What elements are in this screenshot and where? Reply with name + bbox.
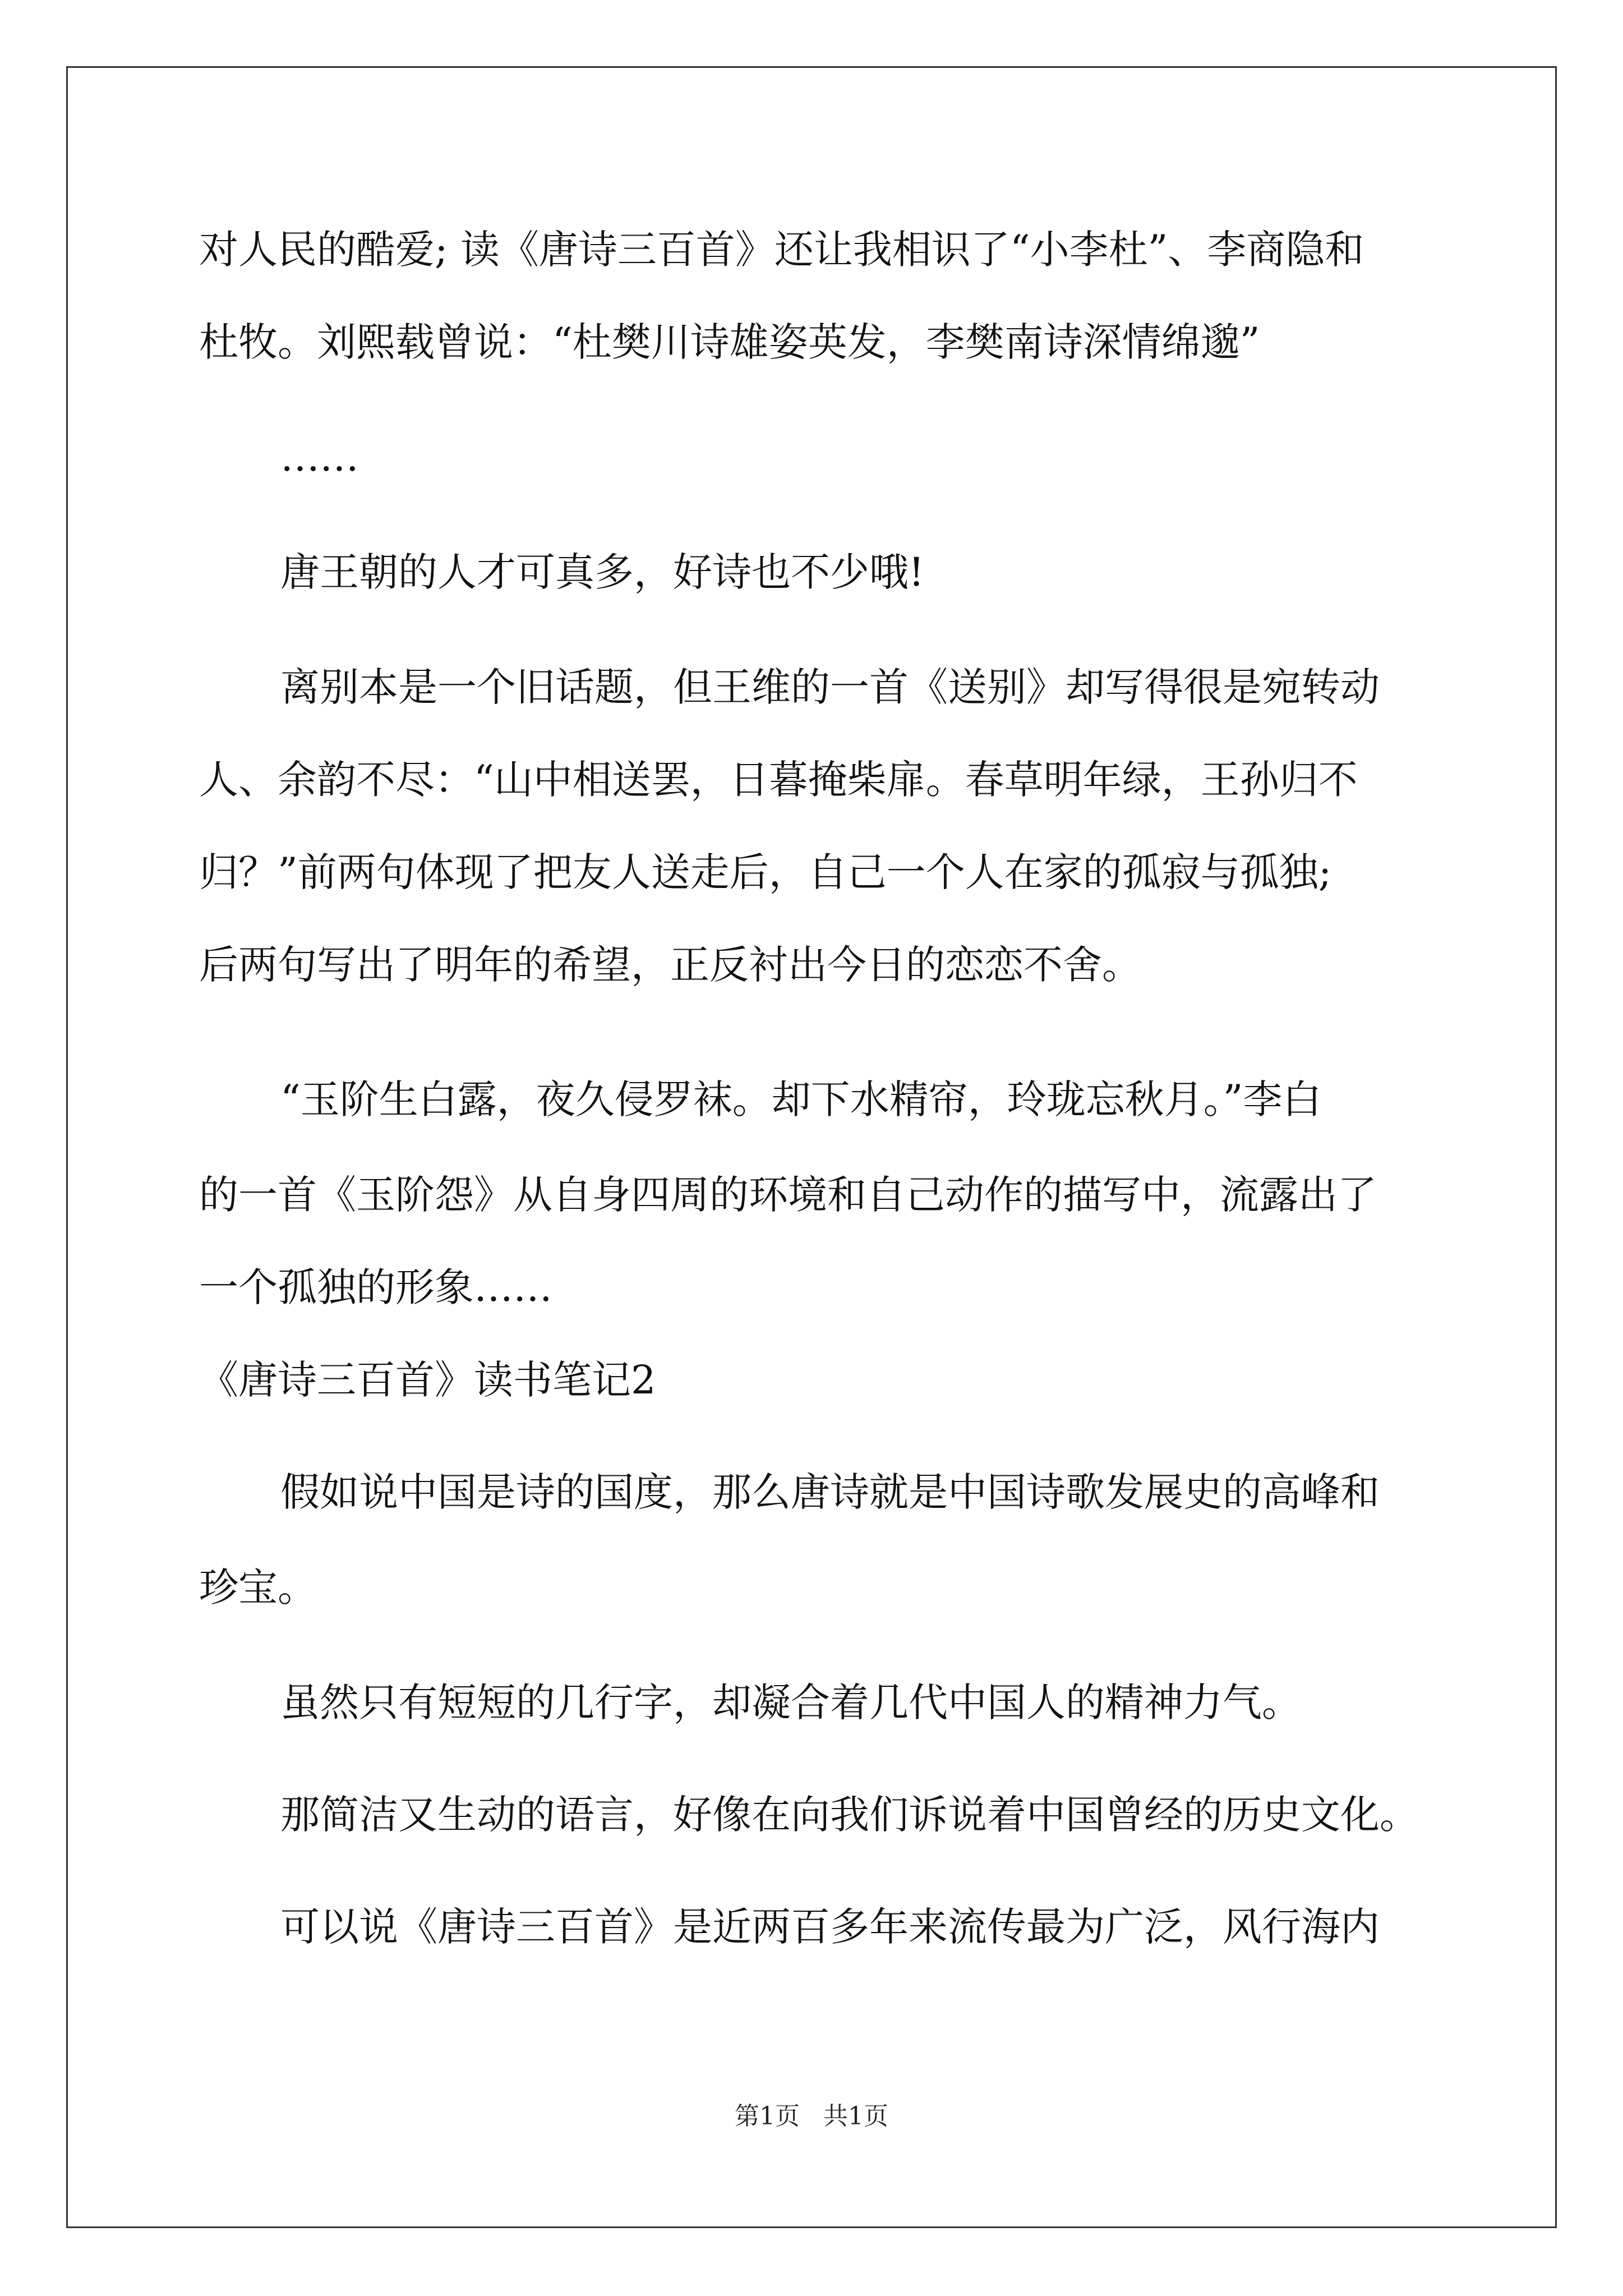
paragraph-line: 杜牧。刘熙载曾说：“杜樊川诗雄姿英发，李樊南诗深情绵邈” xyxy=(199,319,1260,365)
paragraph-line: 一个孤独的形象…… xyxy=(199,1264,552,1310)
paragraph-line: 虽然只有短短的几行字，却凝合着几代中国人的精神力气。 xyxy=(280,1680,1301,1726)
paragraph-line: 离别本是一个旧话题，但王维的一首《送别》却写得很是宛转动 xyxy=(280,664,1380,710)
document-body xyxy=(199,0,1433,2076)
paragraph-line: 归？”前两句体现了把友人送走后，自己一个人在家的孤寂与孤独; xyxy=(199,849,1332,895)
paragraph-line: 对人民的酷爱; 读《唐诗三百首》还让我相识了“小李杜”、李商隐和 xyxy=(199,227,1364,273)
page-footer: 第1页 共1页 xyxy=(735,2102,888,2131)
paragraph-line: 人、余韵不尽：“山中相送罢，日暮掩柴扉。春草明年绿，王孙归不 xyxy=(199,757,1358,803)
paragraph-line: 的一首《玉阶怨》从自身四周的环境和自己动作的描写中，流露出了 xyxy=(199,1172,1377,1218)
paragraph-line: 可以说《唐诗三百首》是近两百多年来流传最为广泛，风行海内 xyxy=(280,1904,1380,1950)
paragraph-line: “玉阶生白露，夜久侵罗袜。却下水精帘，玲珑忘秋月。”李白 xyxy=(280,1076,1322,1122)
paragraph-line: 后两句写出了明年的希望，正反衬出今日的恋恋不舍。 xyxy=(199,942,1141,988)
paragraph-line: 珍宝。 xyxy=(199,1565,317,1611)
paragraph-line: 唐王朝的人才可真多，好诗也不少哦! xyxy=(280,549,925,595)
ellipsis-line: …… xyxy=(280,434,359,480)
section-title: 《唐诗三百首》读书笔记2 xyxy=(199,1357,656,1403)
paragraph-line: 假如说中国是诗的国度，那么唐诗就是中国诗歌发展史的高峰和 xyxy=(280,1469,1380,1515)
paragraph-line: 那简洁又生动的语言，好像在向我们诉说着中国曾经的历史文化。 xyxy=(280,1792,1419,1838)
